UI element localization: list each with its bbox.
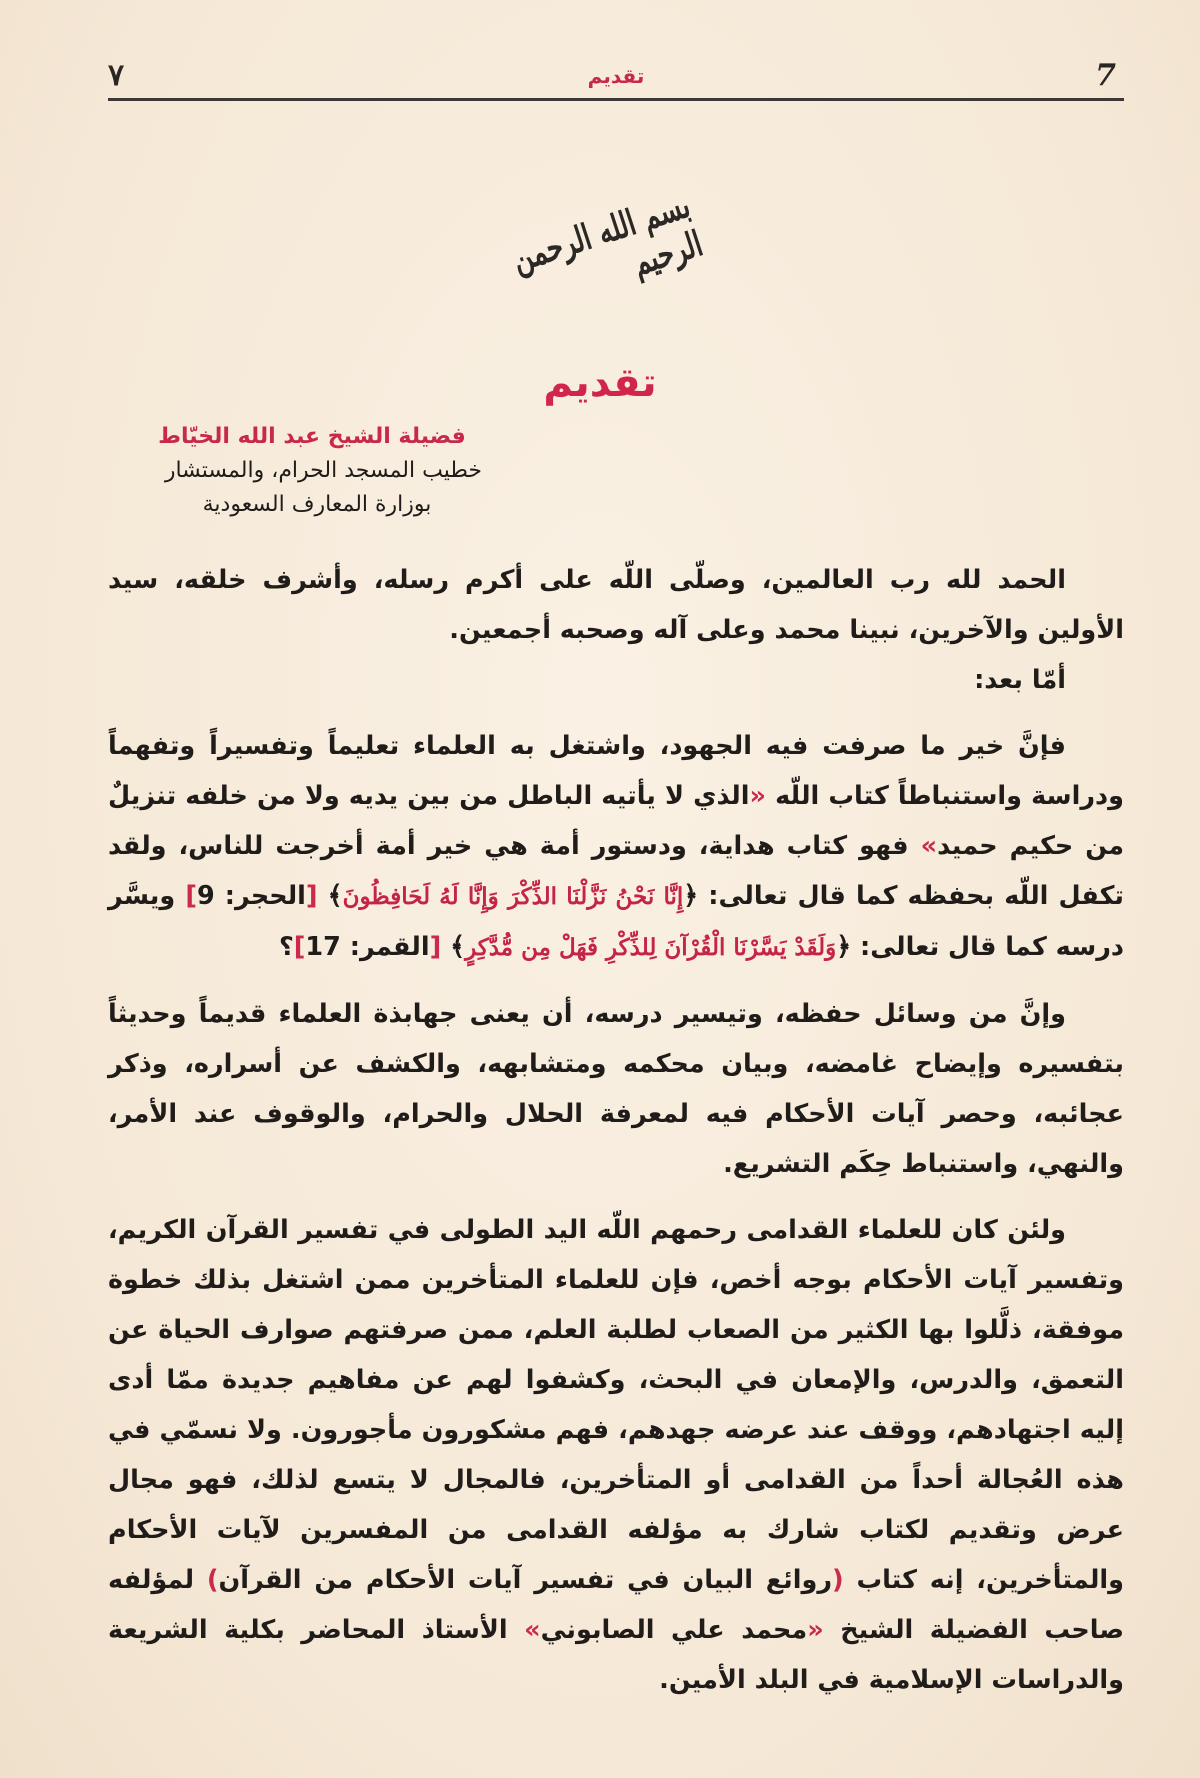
paragraph-text: فإنَّ خير ما صرفت فيه الجهود، واشتغل به العلماء تعليماً وتفسيراً وتفهماً ودراسة واستنباطاً كتاب اللّه xyxy=(108,731,1124,811)
author-title-line-1: خطيب المسجد الحرام، والمستشار xyxy=(164,458,482,483)
book-author-name: محمد علي الصابوني xyxy=(540,1615,808,1645)
paragraph-text: لمؤلفه صاحب الفضيلة الشيخ xyxy=(108,1565,1124,1645)
ref-bracket-open: [ xyxy=(429,932,442,962)
amma-baad-heading: أمّا بعد: xyxy=(974,665,1066,695)
ref-bracket-open: [ xyxy=(305,881,318,911)
verse-reference-qamar: القمر: 17 xyxy=(305,932,430,962)
quoted-text: الذي لا يأتيه الباطل من بين يديه ولا من خلفه تنزيلٌ من حكيم حميد xyxy=(108,781,1124,861)
book-title: روائع البيان في تفسير آيات الأحكام من القرآن xyxy=(218,1565,833,1595)
paragraph-quran xyxy=(108,721,1124,973)
author-name: فضيلة الشيخ عبد الله الخيّاط xyxy=(158,424,466,449)
basmala-text: بسم الله الرحمن الرحيم xyxy=(507,185,708,285)
ayah-bracket-open: ﴿ xyxy=(683,881,699,911)
quran-verse-qamar: وَلَقَدْ يَسَّرْنَا الْقُرْآنَ لِلذِّكْرِ فَهَلْ مِن مُّدَّكِرٍ xyxy=(465,934,837,961)
book-paren-close: ) xyxy=(206,1565,219,1595)
paragraph-scholars: وإنَّ من وسائل حفظه، وتيسير درسه، أن يعنى جهابذة العلماء قديماً وحديثاً بتفسيره وإيضاح غامضه، وبيان محكمه ومتشابهه، والكشف عن أسراره، وذكر عجائبه، وحصر آيات الأحكام فيه لمعرفة الحلال والحرام، والوقوف عند الأمر، والنهي، واستنباط حِكَم التشريع. xyxy=(108,999,1124,1179)
ref-bracket-close: ] xyxy=(293,932,306,962)
quran-verse-hijr: إِنَّا نَحْنُ نَزَّلْنَا الذِّكْرَ وَإِنَّا لَهُ لَحَافِظُونَ xyxy=(342,883,684,910)
ayah-bracket-close: ﴾ xyxy=(327,881,343,911)
ref-bracket-close: ] xyxy=(185,881,197,911)
paragraph-text: فهو كتاب هداية، ودستور أمة هي خير أمة أخرجت للناس، ولقد تكفل اللّه بحفظه كما قال تعالى: xyxy=(108,831,1124,911)
chapter-title: تقديم xyxy=(543,360,657,406)
quote-close: » xyxy=(920,831,938,861)
page-number-arabic: ٧ xyxy=(108,58,125,93)
ayah-bracket-open: ﴿ xyxy=(836,932,852,962)
paragraph-praise: الحمد لله رب العالمين، وصلّى اللّه على أكرم رسله، وأشرف خلقه، سيد الأولين والآخرين، نبينا محمد وعلى آله وصحبه أجمعين. xyxy=(108,565,1124,645)
body-text xyxy=(108,555,1124,1705)
question-mark: ؟ xyxy=(278,932,294,962)
book-paren-open: ( xyxy=(832,1565,844,1595)
author-title-line-2: بوزارة المعارف السعودية xyxy=(202,492,432,517)
paragraph-text: ويسَّر درسه كما قال تعالى: xyxy=(108,881,1124,962)
running-title: تقديم xyxy=(587,64,645,88)
quote-open: « xyxy=(749,781,766,811)
page-number-latin: 7 xyxy=(1095,58,1116,93)
paragraph-book-intro xyxy=(108,1205,1124,1705)
paragraph-text: ولئن كان للعلماء القدامى رحمهم اللّه اليد الطولى في تفسير القرآن الكريم، وتفسير آيات الأحكام بوجه أخص، فإن للعلماء المتأخرين ممن اشتغل بذلك خطوة موفقة، ذلَّلوا بها الكثير من الصعاب لطلبة العلم، ممن صرفتهم صوارف الحياة عن التعمق، والدرس، والإمعان في البحث، وكشفوا لهم عن مفاهيم جديدة ممّا أدى إليه اجتهادهم، ووقف عند عرضه جهدهم، فهم مشكورون مأجورون. ولا نسمّي في هذه العُجالة أحداً من القدامى أو المتأخرين، فالمجال لا يتسع لذلك، فهو مجال عرض وتقديم لكتاب شارك به مؤلفه القدامى من المفسرين لآيات الأحكام والمتأخرين، إنه كتاب xyxy=(108,1215,1124,1595)
basmala-calligraphy xyxy=(500,185,708,305)
header-rule xyxy=(108,98,1124,101)
author-block xyxy=(152,420,482,522)
verse-reference-hijr: الحجر: 9 xyxy=(196,881,306,911)
ayah-bracket-close: ﴾ xyxy=(450,932,466,962)
quote-close: » xyxy=(524,1615,541,1645)
paragraph-text: الأستاذ المحاضر بكلية الشريعة والدراسات الإسلامية في البلد الأمين. xyxy=(108,1615,1124,1695)
quote-open: « xyxy=(807,1615,824,1645)
